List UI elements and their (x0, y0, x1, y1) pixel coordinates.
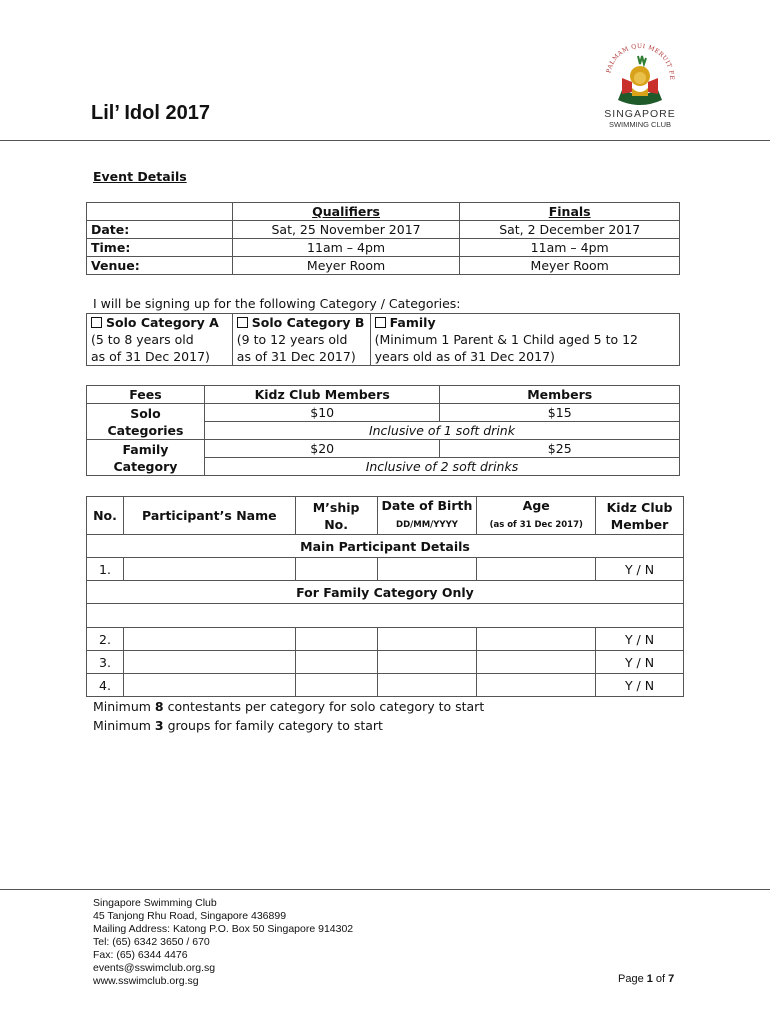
spacer-row (87, 604, 684, 628)
dob-input-cell[interactable] (377, 558, 477, 581)
solo-a-checkbox[interactable] (91, 317, 102, 328)
solo-b-desc1: (9 to 12 years old (236, 332, 348, 347)
footer-address-line: 45 Tanjong Rhu Road, Singapore 436899 (93, 910, 287, 922)
lion-crest-icon (598, 38, 682, 108)
dob-input-cell[interactable] (377, 628, 477, 651)
name-input-cell[interactable] (123, 558, 295, 581)
family-only-section: For Family Category Only (87, 581, 684, 604)
table-row (87, 628, 684, 651)
finals-venue: Meyer Room (460, 257, 680, 275)
minimum-notes (93, 697, 484, 735)
footer-club-name: Singapore Swimming Club (93, 897, 217, 909)
header-divider (0, 140, 770, 141)
family-category-label: Family Category (87, 440, 205, 476)
footer-divider (0, 889, 770, 890)
mship-input-cell[interactable] (295, 674, 377, 697)
family-fee-note: Inclusive of 2 soft drinks (204, 458, 679, 476)
name-input-cell[interactable] (123, 651, 295, 674)
dob-input-cell[interactable] (377, 651, 477, 674)
kidz-member-choice[interactable]: Y / N (596, 558, 684, 581)
solo-b-label: Solo Category B (251, 315, 365, 330)
fees-header: Fees (87, 386, 205, 404)
age-header-line1: Age (522, 498, 550, 513)
category-table (86, 313, 680, 366)
mship-input-cell[interactable] (295, 651, 377, 674)
footer-email[interactable]: events@sswimclub.org.sg (93, 962, 216, 974)
footer-website[interactable]: www.sswimclub.org.sg (93, 975, 199, 987)
footer-fax: Fax: (65) 6344 4476 (93, 949, 188, 961)
document-title: Lil’ Idol 2017 (91, 102, 210, 124)
table-row (87, 651, 684, 674)
mship-input-cell[interactable] (295, 558, 377, 581)
finals-date: Sat, 2 December 2017 (460, 221, 680, 239)
members-header: Members (440, 386, 680, 404)
event-details-table (86, 202, 680, 275)
solo-members-fee: $15 (440, 404, 680, 422)
event-details-heading: Event Details (93, 169, 187, 184)
qualifiers-date: Sat, 25 November 2017 (232, 221, 460, 239)
mship-header (295, 497, 377, 535)
name-input-cell[interactable] (123, 628, 295, 651)
footer-tel: Tel: (65) 6342 3650 / 670 (93, 936, 210, 948)
kidz-header-line1: Kidz Club (606, 499, 673, 515)
solo-minimum-note: Minimum 8 contestants per category for solo category to start (93, 699, 485, 714)
qualifiers-time: 11am – 4pm (232, 239, 460, 257)
date-label: Date: (87, 221, 233, 239)
table-row (87, 558, 684, 581)
logo-name-line1: SINGAPORE (604, 108, 676, 120)
no-header: No. (87, 497, 124, 535)
kidz-members-header: Kidz Club Members (204, 386, 440, 404)
footer-address (93, 897, 353, 988)
kidz-member-choice[interactable]: Y / N (596, 651, 684, 674)
family-kidz-fee: $20 (204, 440, 440, 458)
main-participant-section: Main Participant Details (87, 535, 684, 558)
time-label: Time: (87, 239, 233, 257)
row-number: 3. (87, 651, 124, 674)
kidz-header-line2: Member (610, 516, 669, 532)
dob-header (377, 497, 477, 535)
name-input-cell[interactable] (123, 674, 295, 697)
finals-time: 11am – 4pm (460, 239, 680, 257)
family-checkbox[interactable] (375, 317, 386, 328)
dob-format: DD/MM/YYYY (396, 520, 458, 530)
mship-header-line1: M’ship (312, 499, 360, 515)
solo-categories-label: Solo Categories (87, 404, 205, 440)
dob-input-cell[interactable] (377, 674, 477, 697)
solo-b-checkbox[interactable] (237, 317, 248, 328)
solo-a-desc1: (5 to 8 years old (91, 332, 194, 347)
table-row (87, 674, 684, 697)
solo-fee-note: Inclusive of 1 soft drink (204, 422, 679, 440)
kidz-member-choice[interactable]: Y / N (596, 674, 684, 697)
qualifiers-header: Qualifiers (232, 203, 460, 221)
venue-label: Venue: (87, 257, 233, 275)
qualifiers-venue: Meyer Room (232, 257, 460, 275)
family-desc1: (Minimum 1 Parent & 1 Child aged 5 to 12 (374, 332, 639, 347)
age-input-cell[interactable] (477, 628, 596, 651)
age-note: (as of 31 Dec 2017) (489, 520, 583, 530)
mship-header-line2: No. (324, 516, 348, 532)
participants-table (86, 496, 684, 697)
age-input-cell[interactable] (477, 651, 596, 674)
category-solo-b[interactable] (232, 314, 370, 366)
logo-name-line2: SWIMMING CLUB (608, 120, 672, 129)
logo-motto: PALMAM QUI MERUIT FE (605, 42, 676, 81)
category-intro: I will be signing up for the following Category / Categories: (93, 296, 461, 311)
finals-header: Finals (460, 203, 680, 221)
row-number: 1. (87, 558, 124, 581)
event-blank-cell (87, 203, 233, 221)
solo-b-desc2: as of 31 Dec 2017) (236, 349, 356, 364)
row-number: 2. (87, 628, 124, 651)
family-label: Family (389, 315, 436, 330)
solo-kidz-fee: $10 (204, 404, 440, 422)
kidz-header (596, 497, 684, 535)
footer-mailing-address: Mailing Address: Katong P.O. Box 50 Singapore 914302 (93, 923, 354, 935)
mship-input-cell[interactable] (295, 628, 377, 651)
category-solo-a[interactable] (87, 314, 233, 366)
age-input-cell[interactable] (477, 674, 596, 697)
kidz-member-choice[interactable]: Y / N (596, 628, 684, 651)
dob-header-line1: Date of Birth (381, 498, 473, 513)
solo-a-desc2: as of 31 Dec 2017) (91, 349, 210, 364)
age-input-cell[interactable] (477, 558, 596, 581)
fees-table (86, 385, 680, 476)
category-family[interactable] (370, 314, 679, 366)
row-number: 4. (87, 674, 124, 697)
family-minimum-note: Minimum 3 groups for family category to start (93, 718, 383, 733)
name-header: Participant’s Name (123, 497, 295, 535)
page-number: Page 1 of 7 (618, 973, 675, 985)
family-members-fee: $25 (440, 440, 680, 458)
club-logo (598, 38, 682, 130)
age-header (477, 497, 596, 535)
solo-a-label: Solo Category A (106, 315, 219, 330)
family-desc2: years old as of 31 Dec 2017) (374, 349, 555, 364)
